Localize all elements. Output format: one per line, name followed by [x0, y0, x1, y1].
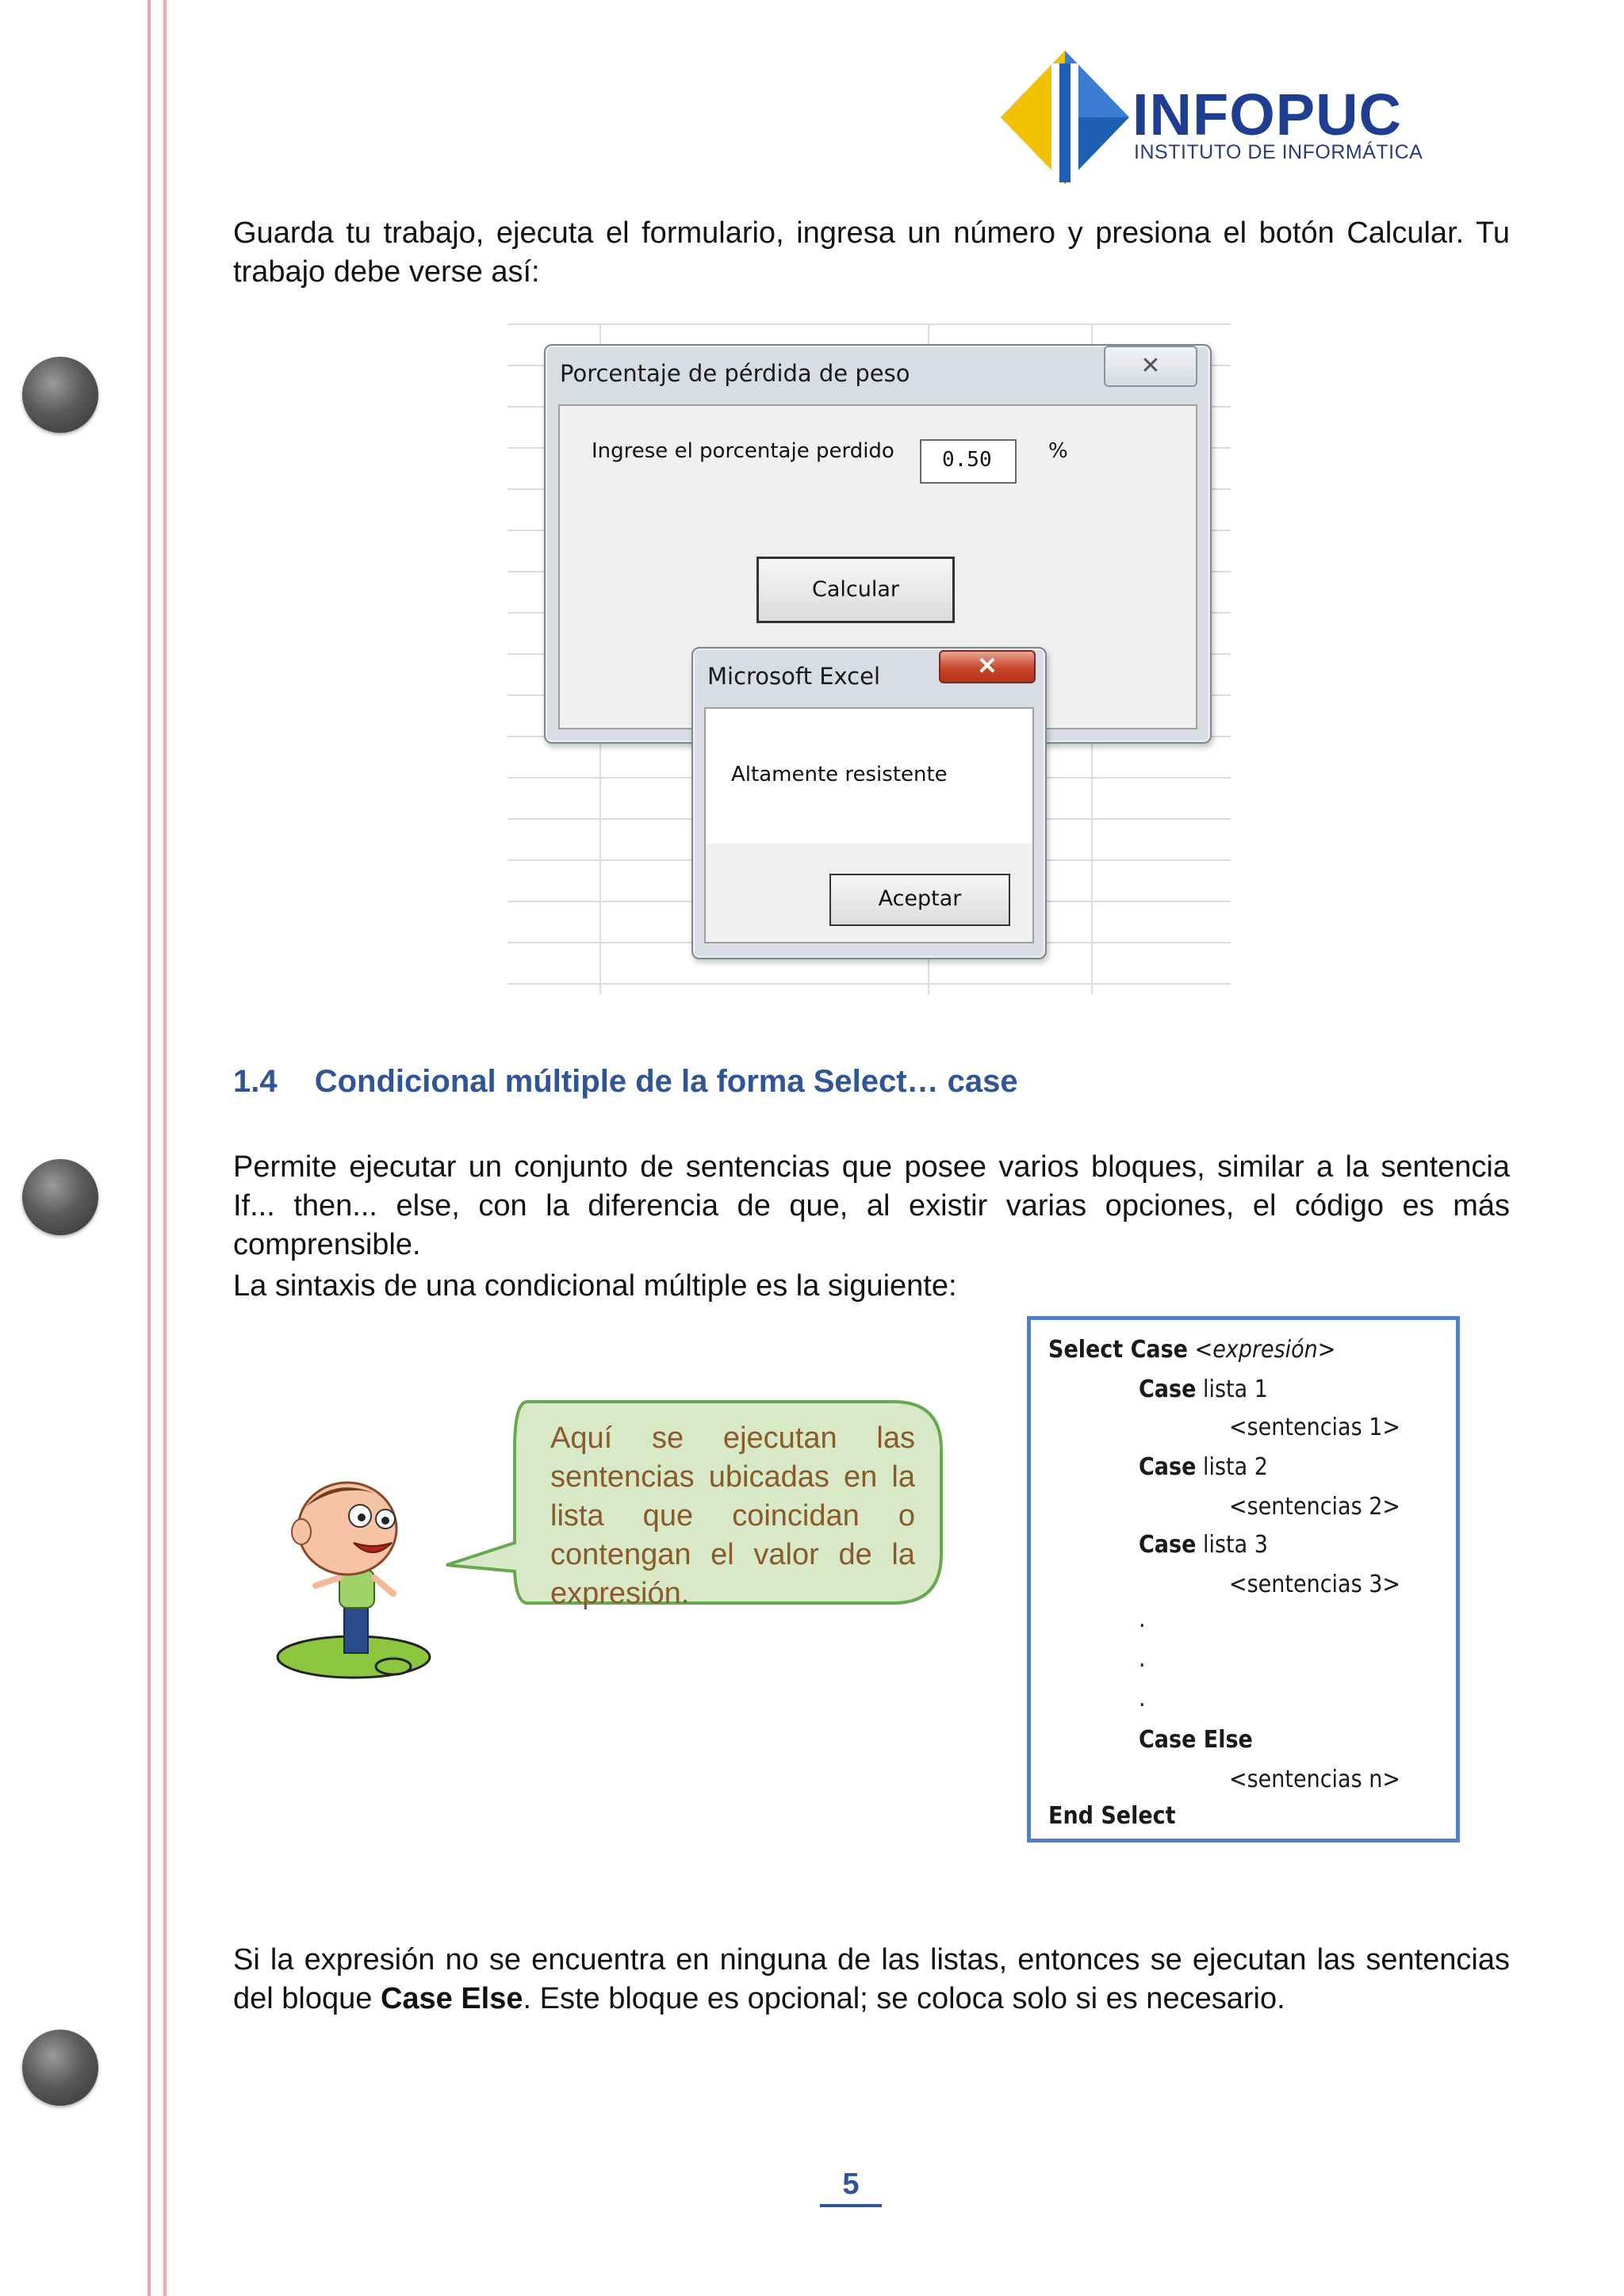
- code-line-body-2: <sentencias 2>: [1229, 1493, 1400, 1521]
- keyword-case-else: Case Else: [1139, 1726, 1253, 1754]
- keyword-end-select: End Select: [1048, 1802, 1176, 1830]
- code-line-select: [1048, 1336, 1335, 1364]
- case-label: lista 2: [1202, 1453, 1268, 1481]
- paragraph-syntax-intro: La sintaxis de una condicional múltiple es la siguiente:: [233, 1269, 957, 1303]
- msgbox-window: [691, 647, 1047, 959]
- code-line-case-2: [1139, 1453, 1268, 1481]
- binder-hole-bottom: [22, 2030, 98, 2106]
- percentage-input[interactable]: 0.50: [920, 439, 1017, 484]
- section-number: 1.4: [233, 1064, 278, 1099]
- code-line-case-else: [1139, 1726, 1253, 1754]
- msgbox-title: Microsoft Excel: [707, 663, 881, 690]
- code-line-body-3: <sentencias 3>: [1229, 1571, 1400, 1598]
- margin-line-left: [147, 0, 151, 2296]
- margin-line-right: [163, 0, 167, 2296]
- code-line-body-else: <sentencias n>: [1229, 1766, 1400, 1793]
- logo-name: INFOPUC: [1132, 82, 1402, 147]
- logo-mark-icon: [998, 48, 1132, 186]
- keyword-case: Case: [1139, 1453, 1197, 1481]
- userform-close-button[interactable]: ✕: [1104, 346, 1197, 387]
- unit-label: %: [1048, 439, 1068, 463]
- code-ellipsis-dot: .: [1139, 1685, 1146, 1712]
- page-number: 5: [842, 2168, 860, 2201]
- logo-subtitle: INSTITUTO DE INFORMÁTICA: [1134, 141, 1423, 163]
- intro-paragraph: Guarda tu trabajo, ejecuta el formulario, ingresa un número y presiona el botón Calcular. Tu trabajo debe verse así:: [233, 216, 1510, 289]
- cartoon-character-illustration: [274, 1467, 433, 1689]
- section-heading: [233, 1064, 1018, 1100]
- syntax-code-box: [1027, 1316, 1460, 1843]
- closing-text-end: . Este bloque es opcional; se coloca solo si es necesario.: [523, 1982, 1285, 2015]
- calcular-button[interactable]: Calcular: [756, 557, 955, 623]
- section-title: Condicional múltiple de la forma Select… case: [314, 1064, 1018, 1099]
- msgbox-message: Altamente resistente: [731, 763, 948, 786]
- code-ellipsis-dot: .: [1139, 1645, 1146, 1673]
- userform-title: Porcentaje de pérdida de peso: [560, 360, 910, 387]
- closing-bold-case-else: Case Else: [380, 1982, 523, 2015]
- code-line-case-1: [1139, 1376, 1268, 1403]
- code-line-case-3: [1139, 1531, 1268, 1559]
- paragraph-description: Permite ejecutar un conjunto de sentencias que posee varios bloques, similar a la sentencia If... then... else, con la diferencia de que, al existir varias opciones, el código es más comprensible.: [233, 1150, 1510, 1261]
- keyword-select-case: Select Case: [1048, 1336, 1188, 1364]
- code-line-end-select: [1048, 1802, 1176, 1830]
- keyword-case: Case: [1139, 1531, 1197, 1559]
- case-label: lista 1: [1202, 1376, 1268, 1403]
- closing-text-start: Si la expresión no se encuentra en ninguna de las listas, entonces se ejecutan las sentencias del bloque: [233, 1943, 1510, 2015]
- code-line-body-1: <sentencias 1>: [1229, 1414, 1400, 1441]
- speech-bubble-text: Aquí se ejecutan las sentencias ubicadas en la lista que coincidan o contengan el valor de la expresión.: [550, 1422, 915, 1610]
- msgbox-body: [704, 707, 1034, 943]
- prompt-label: Ingrese el porcentaje perdido: [592, 439, 894, 463]
- binder-hole-top: [22, 357, 98, 433]
- msgbox-close-button[interactable]: ✕: [939, 650, 1036, 683]
- keyword-case: Case: [1139, 1376, 1197, 1403]
- binder-hole-middle: [22, 1159, 98, 1235]
- logo: [998, 48, 1426, 190]
- aceptar-button[interactable]: Aceptar: [829, 874, 1010, 926]
- closing-paragraph: [233, 1941, 1510, 2019]
- excel-screenshot: [508, 323, 1231, 994]
- page-number-underline: [820, 2204, 882, 2207]
- select-expression: <expresión>: [1194, 1336, 1336, 1364]
- code-ellipsis-dot: .: [1139, 1605, 1146, 1633]
- case-label: lista 3: [1202, 1531, 1268, 1559]
